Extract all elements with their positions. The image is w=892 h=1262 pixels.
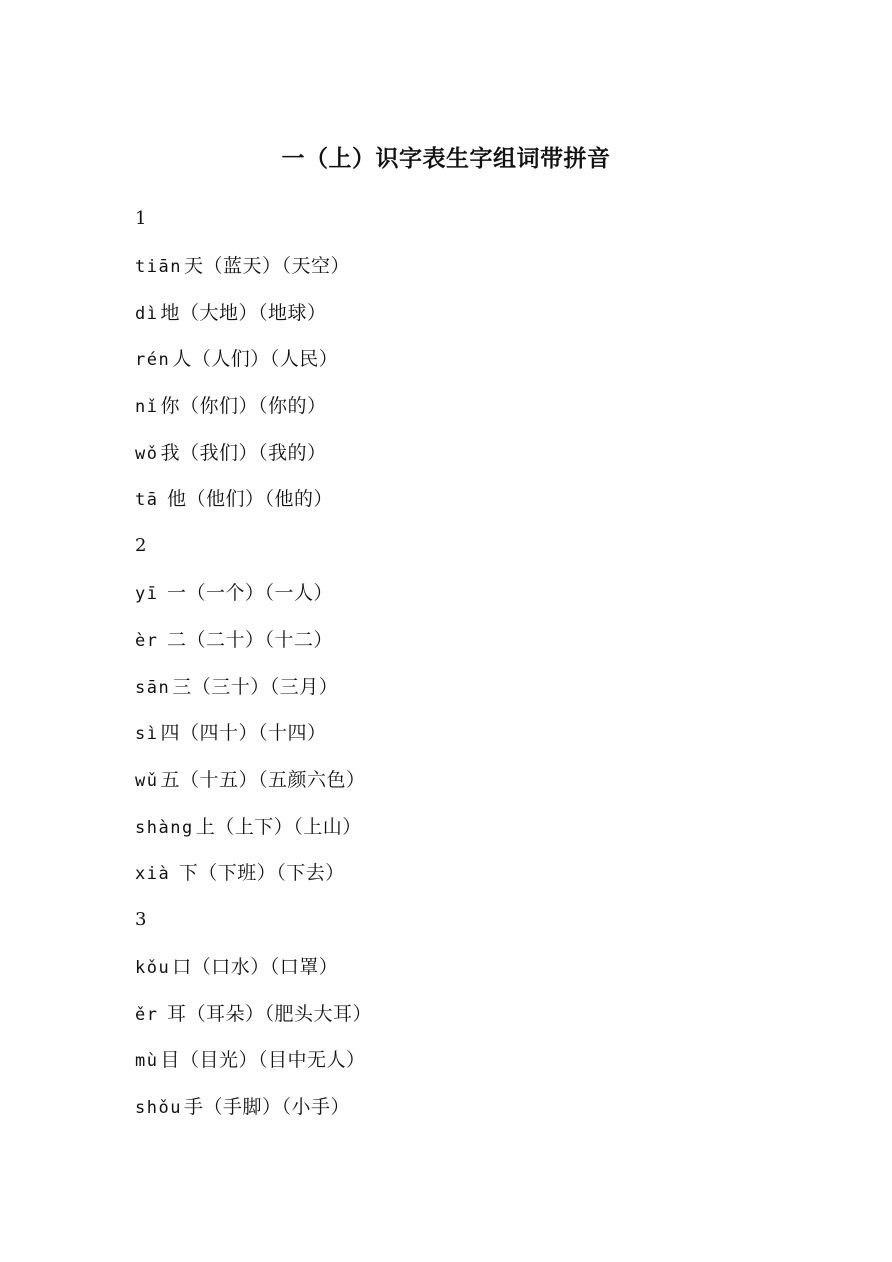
pinyin: tiān xyxy=(135,257,182,277)
character-words: 天（蓝天）（天空） xyxy=(183,255,350,277)
section-2 xyxy=(135,531,835,888)
vocab-entry xyxy=(135,438,835,468)
section-number: 3 xyxy=(135,908,147,930)
pinyin: kǒu xyxy=(135,957,171,978)
character-words: 手（手脚）（小手） xyxy=(183,1096,350,1118)
section-1 xyxy=(135,204,835,514)
vocab-entry xyxy=(135,858,835,888)
vocab-entry xyxy=(135,484,835,514)
character-words: 目（目光）（目中无人） xyxy=(160,1049,366,1072)
vocab-entry xyxy=(135,952,835,982)
vocab-entry xyxy=(135,578,835,608)
character-words: 人（人们）（人民） xyxy=(172,348,339,371)
pinyin: èr xyxy=(135,630,159,651)
pinyin: wǒ xyxy=(135,443,159,464)
vocab-entry xyxy=(135,251,835,281)
pinyin: tā xyxy=(135,490,159,511)
pinyin: sì xyxy=(135,724,159,745)
vocab-entry xyxy=(135,391,835,421)
vocab-entry xyxy=(135,625,835,655)
character-words: 你（你们）（你的） xyxy=(160,395,327,418)
pinyin: nǐ xyxy=(135,397,159,418)
page-title: 一（上）识字表生字组词带拼音 xyxy=(281,145,611,172)
vocab-entry xyxy=(135,1045,835,1075)
character-words: 我（我们）（我的） xyxy=(160,441,327,464)
vocab-entry xyxy=(135,344,835,374)
pinyin: sān xyxy=(135,677,171,698)
pinyin: yī xyxy=(135,584,159,605)
character-words: 五（十五）（五颜六色） xyxy=(160,768,366,791)
pinyin: mù xyxy=(135,1051,159,1072)
pinyin: shàng xyxy=(135,817,194,838)
section-number: 1 xyxy=(135,208,147,229)
character-words: 耳（耳朵）（肥头大耳） xyxy=(160,1002,373,1025)
character-words: 二（二十）（十二） xyxy=(160,628,334,651)
pinyin: xià xyxy=(135,864,171,885)
vocab-entry xyxy=(135,999,835,1029)
character-words: 四（四十）（十四） xyxy=(160,722,327,745)
character-words: 口（口水）（口罩） xyxy=(172,955,339,978)
pinyin: dì xyxy=(135,303,159,324)
character-words: 下（下班）（下去） xyxy=(172,862,345,885)
character-words: 地（大地）（地球） xyxy=(160,301,327,324)
character-words: 他（他们）（他的） xyxy=(160,488,334,511)
character-words: 一（一个）（一人） xyxy=(160,582,334,605)
vocab-entry xyxy=(135,672,835,702)
vocab-entry xyxy=(135,298,835,328)
vocabulary-list xyxy=(135,204,835,1139)
section-3 xyxy=(135,905,835,1122)
vocab-entry xyxy=(135,718,835,748)
character-words: 三（三十）（三月） xyxy=(172,675,339,698)
vocab-entry xyxy=(135,1092,835,1122)
vocab-entry xyxy=(135,812,835,842)
character-words: 上（上下）（上山） xyxy=(195,815,362,838)
vocab-entry xyxy=(135,765,835,795)
pinyin: shǒu xyxy=(135,1098,182,1118)
section-number: 2 xyxy=(135,535,147,557)
pinyin: rén xyxy=(135,350,171,371)
pinyin: ěr xyxy=(135,1004,159,1025)
pinyin: wǔ xyxy=(135,770,159,791)
